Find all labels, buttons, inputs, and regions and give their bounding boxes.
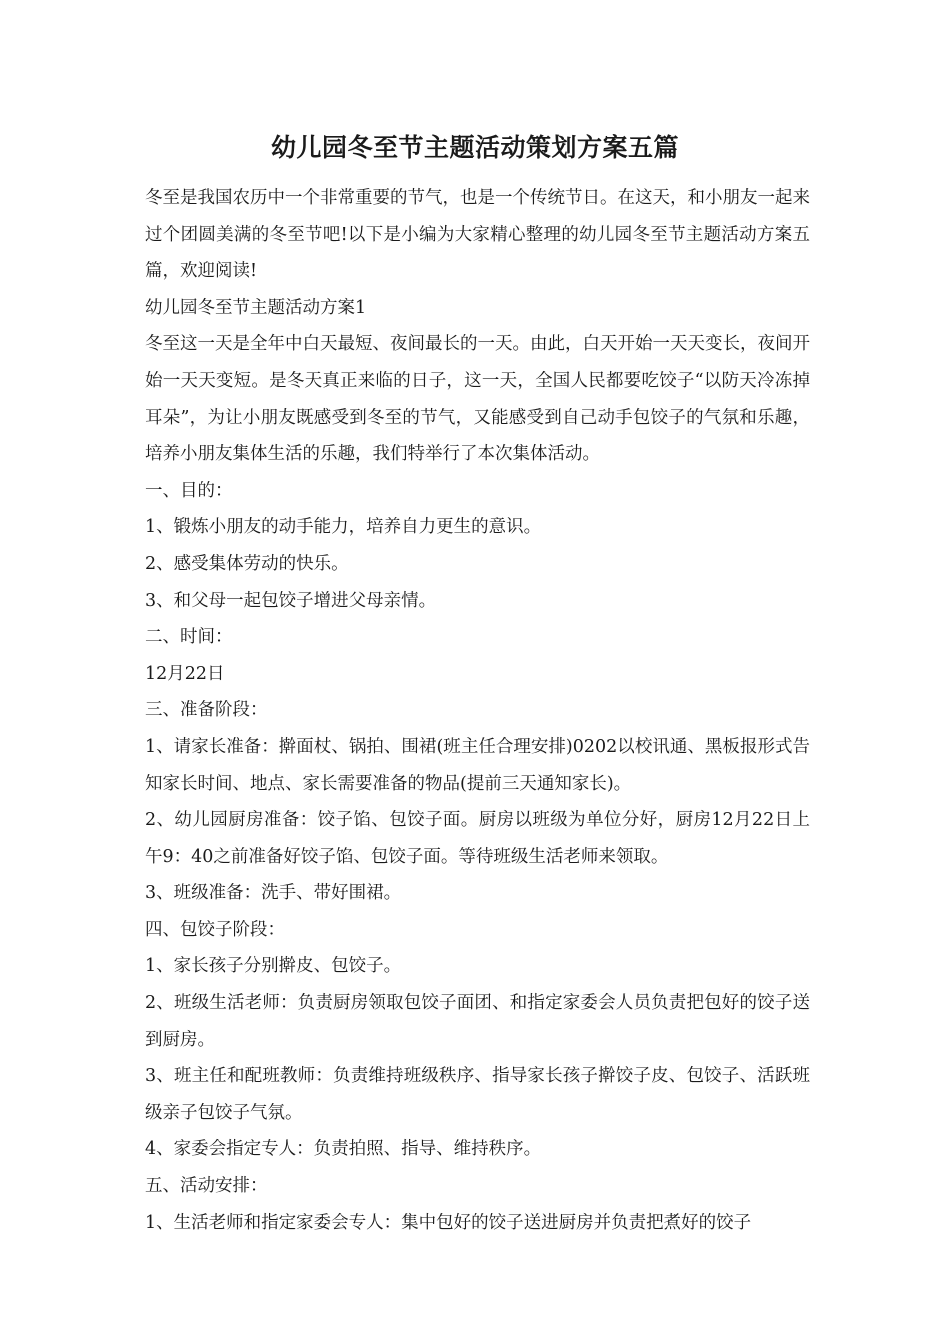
time-value: 12月22日 (145, 663, 225, 684)
dumpling-item-1: 1、家长孩子分别擀皮、包饺子。 (145, 956, 402, 977)
dumpling-item-3: 3、班主任和配班教师：负责维持班级秩序、指导家长孩子擀饺子皮、包饺子、活跃班级亲子包饺子气氛。 (145, 1066, 810, 1123)
heading-preparation: 三、准备阶段： (145, 700, 268, 721)
preparation-item-2: 2、幼儿园厨房准备：饺子馅、包饺子面。厨房以班级为单位分好，厨房12月22日上午9：40之前准备好饺子馅、包饺子面。等待班级生活老师来领取。 (145, 810, 810, 867)
preparation-item-1: 1、请家长准备：擀面杖、锅拍、围裙(班主任合理安排)0202以校讯通、黑板报形式告知家长时间、地点、家长需要准备的物品(提前三天通知家长)。 (145, 736, 810, 794)
purpose-item-1: 1、锻炼小朋友的动手能力，培养自力更生的意识。 (145, 517, 542, 538)
purpose-item-3: 3、和父母一起包饺子增进父母亲情。 (145, 590, 437, 611)
dumpling-item-2: 2、班级生活老师：负责厨房领取包饺子面团、和指定家委会人员负责把包好的饺子送到厨房。 (145, 993, 810, 1050)
intro-paragraph: 冬至是我国农历中一个非常重要的节气，也是一个传统节日。在这天，和小朋友一起来过个团圆美满的冬至节吧!以下是小编为大家精心整理的幼儿园冬至节主题活动方案五篇，欢迎阅读! (145, 188, 810, 282)
heading-arrangement: 五、活动安排： (145, 1176, 268, 1197)
heading-purpose: 一、目的： (145, 480, 233, 501)
purpose-item-2: 2、感受集体劳动的快乐。 (145, 553, 349, 574)
section-heading-plan-1: 幼儿园冬至节主题活动方案1 (145, 297, 367, 318)
dumpling-item-4: 4、家委会指定专人：负责拍照、指导、维持秩序。 (145, 1139, 542, 1160)
preparation-item-3: 3、班级准备：洗手、带好围裙。 (145, 883, 402, 904)
heading-dumpling-stage: 四、包饺子阶段： (145, 919, 285, 940)
arrangement-item-1: 1、生活老师和指定家委会专人：集中包好的饺子送进厨房并负责把煮好的饺子 (145, 1212, 752, 1233)
document-body (145, 180, 810, 1241)
document-title: 幼儿园冬至节主题活动策划方案五篇 (270, 133, 679, 162)
background-paragraph: 冬至这一天是全年中白天最短、夜间最长的一天。由此，白天开始一天天变长，夜间开始一天天变短。是冬天真正来临的日子，这一天，全国人民都要吃饺子“以防天冷冻掉耳朵”，为让小朋友既感受到冬至的节气，又能感受到自己动手包饺子的气氛和乐趣，培养小朋友集体生活的乐趣，我们特举行了本次集体活动。 (145, 334, 810, 465)
heading-time: 二、时间： (145, 627, 233, 648)
